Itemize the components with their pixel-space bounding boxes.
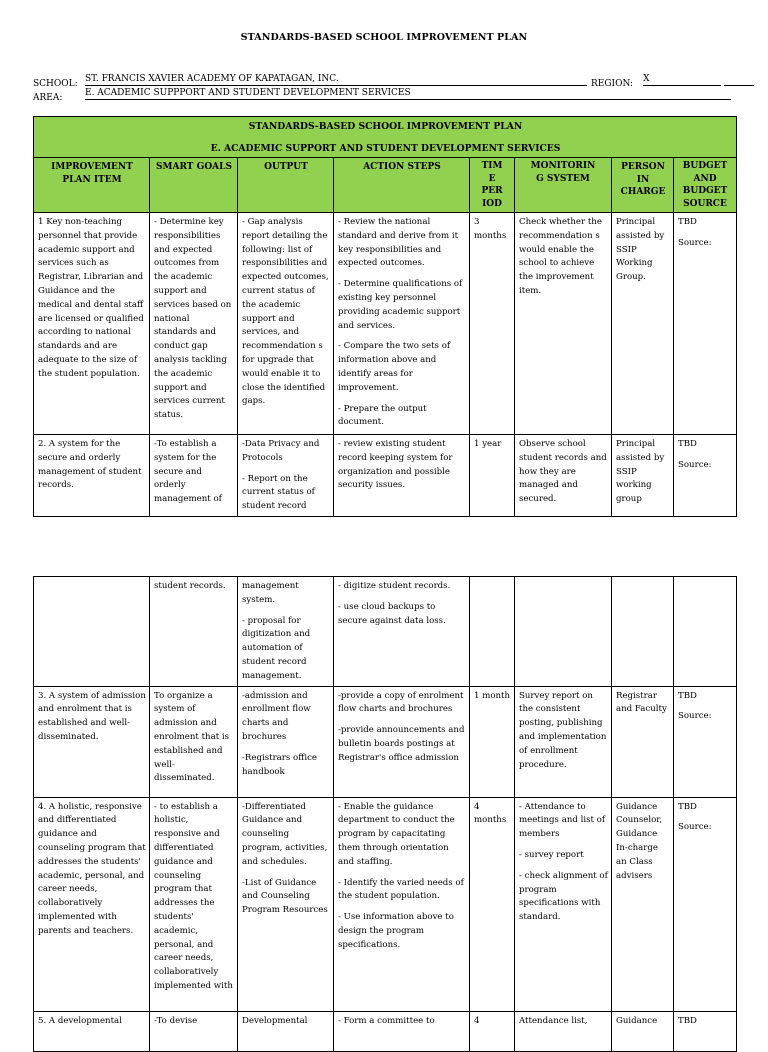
cell-person [612,797,674,1011]
cell-item [34,435,150,517]
plan-table-page-1-body [34,213,737,517]
cell-goals [150,435,238,517]
cell-text: TBD [678,1015,697,1026]
cell-text: 4 months [474,801,507,826]
cell-text: -Differentiated Guidance and counseling program, activities, and schedules. [242,801,328,867]
col-header-actions: ACTION STEPS [334,158,470,213]
cell-text: Principal assisted by SSIP working group [616,439,665,505]
cell-text: -Data Privacy and Protocols [242,439,320,463]
cell-actions [334,797,470,1011]
cell-text: - digitize student records. [338,581,451,591]
cell-text: - Attendance to meetings and list of members [519,801,606,840]
cell-time [470,1011,515,1051]
col-header-item: IMPROVEMENT PLAN ITEM [34,158,150,213]
cell-text: Registrar and Faculty [616,690,667,715]
cell-monitoring [515,435,612,517]
cell-time [470,435,515,517]
cell-monitoring [515,686,612,797]
cell-text: 1 Key non-teaching personnel that provide academic support and services such as Registrar, Librarian and Guidance and the medical and dental staff are licensed or qualified according to national standards and are adequate to the size of the student population. [38,217,144,379]
cell-text: - use cloud backups to secure against data loss. [338,601,446,626]
cell-text: - Compare the two sets of information above and identify areas for improvement. [338,341,451,393]
cell-text: 3. A system of admission and enrolment that is established and well-disseminated. [38,690,146,742]
plan-table-page-1 [33,116,737,517]
cell-item [34,213,150,435]
area-line [33,90,731,104]
region-label: REGION: [591,79,634,89]
cell-output [238,435,334,517]
cell-actions [334,213,470,435]
banner-subtitle: E. ACADEMIC SUPPORT AND STUDENT DEVELOPMENT SERVICES [210,143,561,154]
cell-budget [674,577,737,687]
col-header-monitoring: MONITORING SYSTEM [515,158,612,213]
cell-text: Check whether the recommendation s would enable the school to achieve the improvement item. [519,217,602,296]
cell-item [34,686,150,797]
cell-text: 2. A system for the secure and orderly management of student records. [38,439,142,491]
cell-monitoring [515,797,612,1011]
cell-text: Guidance Counselor, Guidance In-charge an Class advisers [616,801,663,881]
area-value-line [85,90,731,100]
cell-text: -provide announcements and bulletin boards postings at Registrar's office admission [338,725,465,763]
cell-text: Source: [678,237,712,248]
cell-text: Source: [678,822,712,833]
document-title: STANDARDS-BASED SCHOOL IMPROVEMENT PLAN [240,32,528,43]
cell-text: TBD [678,217,697,227]
table-row [34,577,737,687]
table-row [34,1011,737,1051]
cell-text: - survey report [519,849,584,860]
cell-text: TBD [678,690,697,701]
cell-text: Principal assisted by SSIP Working Group. [616,217,665,283]
column-header-row [34,158,737,213]
cell-text: Developmental [242,1015,308,1026]
cell-item [34,577,150,687]
cell-item [34,797,150,1011]
cell-text: 5. A developmental [38,1015,122,1026]
cell-text: -admission and enrollment flow charts and brochures [242,690,311,742]
cell-text: management system. [242,581,299,605]
school-label: SCHOOL: [33,79,78,89]
cell-time [470,577,515,687]
cell-text: - proposal for digitization and automation of student record management. [242,615,311,681]
cell-actions [334,435,470,517]
col-header-budget: BUDGET AND BUDGET SOURCE [674,158,737,213]
cell-text: - Report on the current status of student record [242,473,315,512]
col-header-goals: SMART GOALS [150,158,238,213]
area-label: AREA: [33,93,63,103]
cell-goals [150,213,238,435]
cell-budget [674,797,737,1011]
region-value-line [643,76,721,86]
school-value-line [85,76,587,86]
cell-goals [150,577,238,687]
cell-text: - Determine key responsibilities and expected outcomes from the academic support and services based on national standards and conduct gap analysis tackling the academic support and services current status. [154,217,232,421]
cell-text: 1 year [474,439,502,449]
cell-text: - to establish a holistic, responsive and differentiated guidance and counseling program that addresses the students' academic, personal, and career needs, collaboratively implemented with [154,801,233,991]
cell-text: Survey report on the consistent posting, publishing and implementation of enrollment procedure. [519,690,607,770]
cell-actions [334,577,470,687]
cell-actions [334,1011,470,1051]
table-row [34,213,737,435]
cell-text: Guidance [616,1015,658,1026]
cell-text: - Enable the guidance department to conduct the program by capacitating them through orientation and staffing. [338,801,455,867]
cell-text: - review existing student record keeping system for organization and possible security issues. [338,439,453,491]
cell-person [612,435,674,517]
cell-text: TBD [678,439,697,449]
cell-person [612,213,674,435]
cell-output [238,577,334,687]
region-extra-line [724,76,754,86]
cell-output [238,686,334,797]
cell-text: - Prepare the output document. [338,403,427,428]
cell-monitoring [515,1011,612,1051]
cell-text: -To devise [154,1015,198,1026]
cell-text: - check alignment of program specifications with standard. [519,870,608,923]
col-header-output: OUTPUT [238,158,334,213]
cell-text: - Review the national standard and derive from it key responsibilities and expected outcomes. [338,217,459,269]
cell-text: -To establish a system for the secure and orderly management of [154,439,222,505]
cell-text: -List of Guidance and Counseling Program Resources [242,877,328,916]
cell-text: Attendance list, [519,1015,588,1026]
cell-text: To organize a system of admission and enrolment that is established and well-disseminated. [154,690,230,784]
cell-budget [674,1011,737,1051]
cell-text: - Form a committee to [338,1015,435,1026]
cell-item [34,1011,150,1051]
col-header-person: PERSON IN CHARGE [612,158,674,213]
plan-table-page-2-body [34,577,737,1052]
area-value: E. ACADEMIC SUPPPORT AND STUDENT DEVELOPMENT SERVICES [85,88,411,98]
cell-output [238,797,334,1011]
cell-goals [150,797,238,1011]
cell-text: 3 months [474,217,507,241]
cell-text: - Determine qualifications of existing key personnel providing academic support and services. [338,279,463,331]
cell-actions [334,686,470,797]
cell-text: 4 [474,1015,480,1026]
cell-budget [674,435,737,517]
cell-text: - Identify the varied needs of the student population. [338,877,464,902]
cell-text: - Use information above to design the program specifications. [338,912,454,950]
cell-budget [674,686,737,797]
cell-text: -Registrars office handbook [242,752,317,777]
cell-text: Source: [678,459,712,470]
table-row [34,686,737,797]
cell-person [612,577,674,687]
cell-text: 4. A holistic, responsive and differentiated guidance and counseling program that addresses the students' academic, personal, and career needs, collaboratively implemented with parents and teachers. [38,801,146,936]
table-row [34,435,737,517]
cell-budget [674,213,737,435]
region-value: X [643,74,650,84]
cell-output [238,1011,334,1051]
cell-text: student records. [154,581,226,591]
cell-time [470,797,515,1011]
cell-text: TBD [678,801,697,812]
plan-table-page-2 [33,576,737,1052]
cell-person [612,686,674,797]
school-value: ST. FRANCIS XAVIER ACADEMY OF KAPATAGAN, INC. [85,74,339,84]
cell-monitoring [515,577,612,687]
cell-goals [150,686,238,797]
cell-monitoring [515,213,612,435]
cell-time [470,686,515,797]
cell-text: Source: [678,711,712,722]
banner-cell [34,117,737,158]
cell-person [612,1011,674,1051]
cell-time [470,213,515,435]
cell-output [238,213,334,435]
col-header-time: TIME PERIOD [470,158,515,213]
banner-title: STANDARDS-BASED SCHOOL IMPROVEMENT PLAN [248,121,523,132]
cell-text: -provide a copy of enrolment flow charts and brochures [338,690,464,715]
cell-text: 1 month [474,690,511,701]
cell-goals [150,1011,238,1051]
table-banner [34,117,737,158]
cell-text: Observe school student records and how they are managed and secured. [519,439,607,505]
table-row [34,797,737,1011]
cell-text: - Gap analysis report detailing the following: list of responsibilities and expected outcomes, current status of the academic support and services, and recommendation s for upgrade that would enable it to close the identified gaps. [242,217,329,407]
